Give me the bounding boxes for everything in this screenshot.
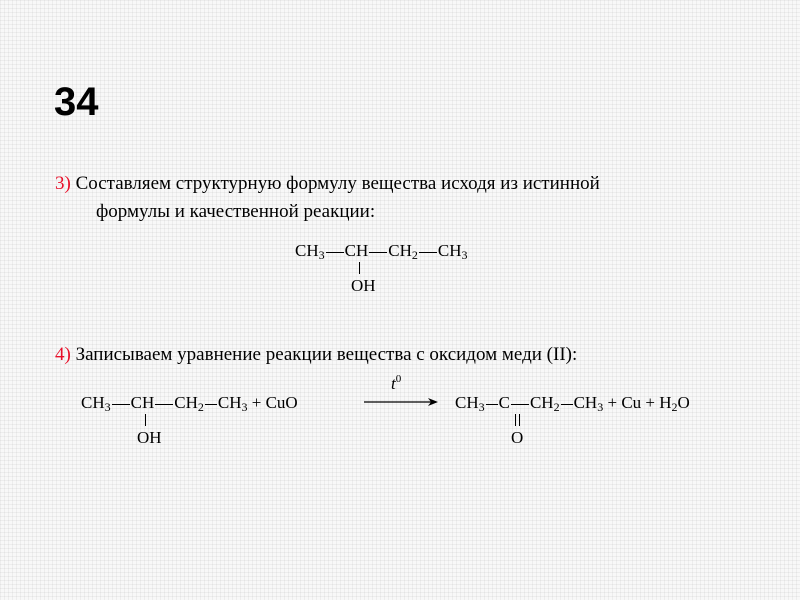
reactant-group-ch: CH [130,393,155,412]
plus-sign: + [645,393,655,412]
reaction-condition: $t^0$ [391,373,402,393]
formula-group-ch3-2: $CH_3$ [437,241,468,262]
reaction-right-side [455,393,690,413]
formula-group-ch3-1: $CH_3$ [295,241,325,262]
formula-oh-group: OH [351,276,376,295]
product-water: $H_2O$ [659,393,690,414]
formula-group-ch: CH [344,241,369,260]
step-3-number: 3) [55,173,71,194]
product-carbonyl-oxygen: O [511,428,524,447]
bond [369,252,387,253]
step-3-line-1 [55,172,600,196]
plus-sign: + [607,393,618,412]
reaction-arrow-icon [364,396,440,408]
vertical-bond [359,262,360,274]
reactant-oh-group: OH [137,428,162,447]
bond [326,252,344,253]
step-3-text-line-1: Составляем структурную формулу вещества исходя из истинной [75,173,600,194]
bond [112,404,130,405]
product-group-c: C [498,393,510,412]
step-4-text: Записываем уравнение реакции вещества с оксидом меди (II): [75,344,578,365]
reactant-group-ch3-1: $CH_3$ [81,393,111,414]
product-cu: Cu [621,393,642,412]
product-group-ch3-1: $CH_3$ [455,393,485,414]
product-group-ch2: $CH_2$ [529,393,560,414]
reagent-cuo: CuO [265,393,298,412]
bond [205,404,217,405]
reactant-group-ch3-2: $CH_3$ [217,393,248,414]
vertical-bond [145,414,146,426]
step-4-number: 4) [55,344,71,365]
slide-number-title: 34 [54,80,99,124]
bond [155,404,173,405]
structural-formula [295,241,468,261]
double-bond-line-1 [515,414,516,426]
step-4-line [55,343,577,367]
reaction-left-side [81,393,298,413]
bond [486,404,498,405]
formula-group-ch2: $CH_2$ [388,241,418,262]
bond [419,252,437,253]
plus-sign: + [251,393,262,412]
step-3-line-2: формулы и качественной реакции: [96,201,376,222]
bond [511,404,529,405]
product-group-ch3-2: $CH_3$ [573,393,604,414]
bond [561,404,573,405]
reactant-group-ch2: $CH_2$ [174,393,204,414]
double-bond-line-2 [519,414,520,426]
